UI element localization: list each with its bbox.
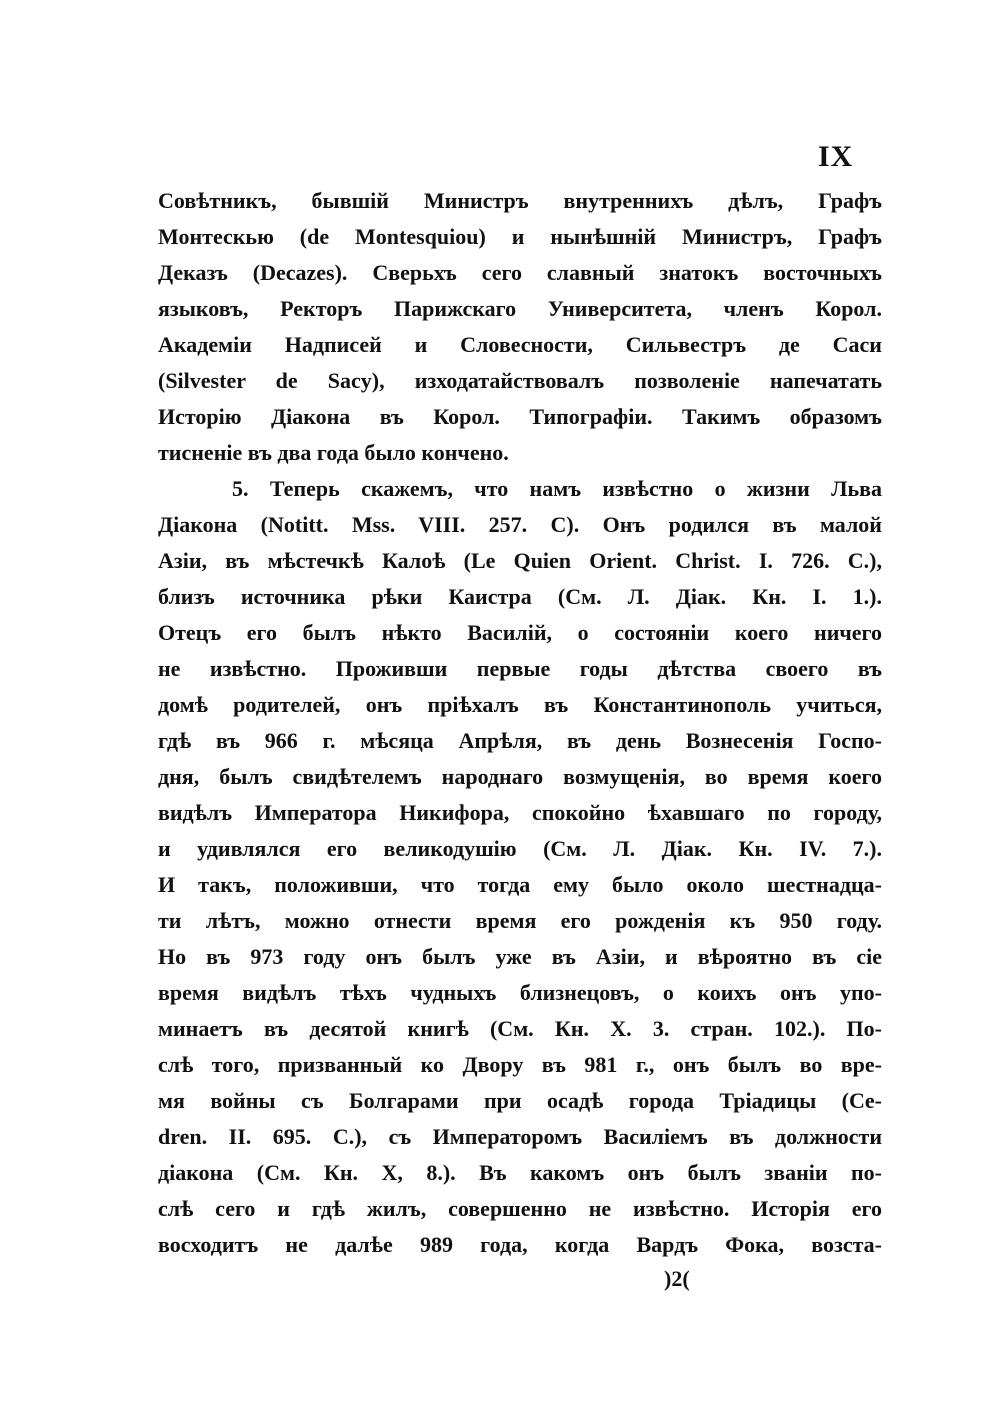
text-line: минаетъ въ десятой книгѣ (См. Кн. X. 3. стран. 102.). По- <box>158 1016 882 1041</box>
text-line: Совѣтникъ, бывшій Министръ внутреннихъ дѣлъ, Графъ <box>158 188 882 213</box>
text-line: языковъ, Ректоръ Парижскаго Университета, членъ Корол. <box>158 296 882 321</box>
text-line: ти лѣтъ, можно отнести время его рожденія къ 950 году. <box>158 908 882 933</box>
text-line: восходитъ не далѣе 989 года, когда Вардъ Фока, возста- <box>158 1232 882 1257</box>
text-line: время видѣлъ тѣхъ чудныхъ близнецовъ, о коихъ онъ упо- <box>158 980 882 1005</box>
text-line: И такъ, положивши, что тогда ему было около шестнадца- <box>158 872 882 897</box>
text-line: Но въ 973 году онъ былъ уже въ Азіи, и вѣроятно въ сіе <box>158 944 882 969</box>
text-line: Азіи, въ мѣстечкѣ Калоѣ (Le Quien Orient. Christ. I. 726. C.), <box>158 548 882 573</box>
text-line: мя войны съ Болгарами при осадѣ города Тріадицы (Ce- <box>158 1088 882 1113</box>
text-line: (Silvester de Sacy), изходатайствовалъ позволеніе напечатать <box>158 368 882 393</box>
page-number: IX <box>818 140 854 173</box>
text-line: слѣ сего и гдѣ жилъ, совершенно не извѣстно. Исторія его <box>158 1196 882 1221</box>
text-line: dren. II. 695. C.), съ Императоромъ Василіемъ въ должности <box>158 1124 882 1149</box>
signature-mark: )2( <box>664 1266 690 1291</box>
text-line: Монтескью (de Montesquiou) и нынѣшній Министръ, Графъ <box>158 224 882 249</box>
text-line: домѣ родителей, онъ пріѣхалъ въ Константинополь учиться, <box>158 692 882 717</box>
text-line: Академіи Надписей и Словесности, Сильвестръ де Саси <box>158 332 882 357</box>
text-line: близъ источника рѣки Каистра (См. Л. Діак. Кн. I. 1.). <box>158 584 882 609</box>
text-line: Діакона (Notitt. Mss. VIII. 257. C). Онъ родился въ малой <box>158 512 882 537</box>
text-line: дня, былъ свидѣтелемъ народнаго возмущенія, во время коего <box>158 764 882 789</box>
text-line: Деказъ (Decazes). Сверьхъ сего славный знатокъ восточныхъ <box>158 260 882 285</box>
paragraph-start-line: 5. Теперь скажемъ, что намъ извѣстно о жизни Льва <box>232 476 882 501</box>
text-line: гдѣ въ 966 г. мѣсяца Апрѣля, въ день Вознесенія Госпо- <box>158 728 882 753</box>
text-line: діакона (См. Кн. X, 8.). Въ какомъ онъ былъ званіи по- <box>158 1160 882 1185</box>
text-line: тисненіе въ два года было кончено. <box>158 440 509 465</box>
text-line: видѣлъ Императора Никифора, спокойно ѣхавшаго по городу, <box>158 800 882 825</box>
text-line: и удивлялся его великодушію (См. Л. Діак. Кн. IV. 7.). <box>158 836 882 861</box>
text-line: Исторію Діакона въ Корол. Типографіи. Такимъ образомъ <box>158 404 882 429</box>
text-line: не извѣстно. Проживши первые годы дѣтства своего въ <box>158 656 882 681</box>
text-line: слѣ того, призванный ко Двору въ 981 г., онъ былъ во вре- <box>158 1052 882 1077</box>
text-line: Отецъ его былъ нѣкто Василій, о состояніи коего ничего <box>158 620 882 645</box>
